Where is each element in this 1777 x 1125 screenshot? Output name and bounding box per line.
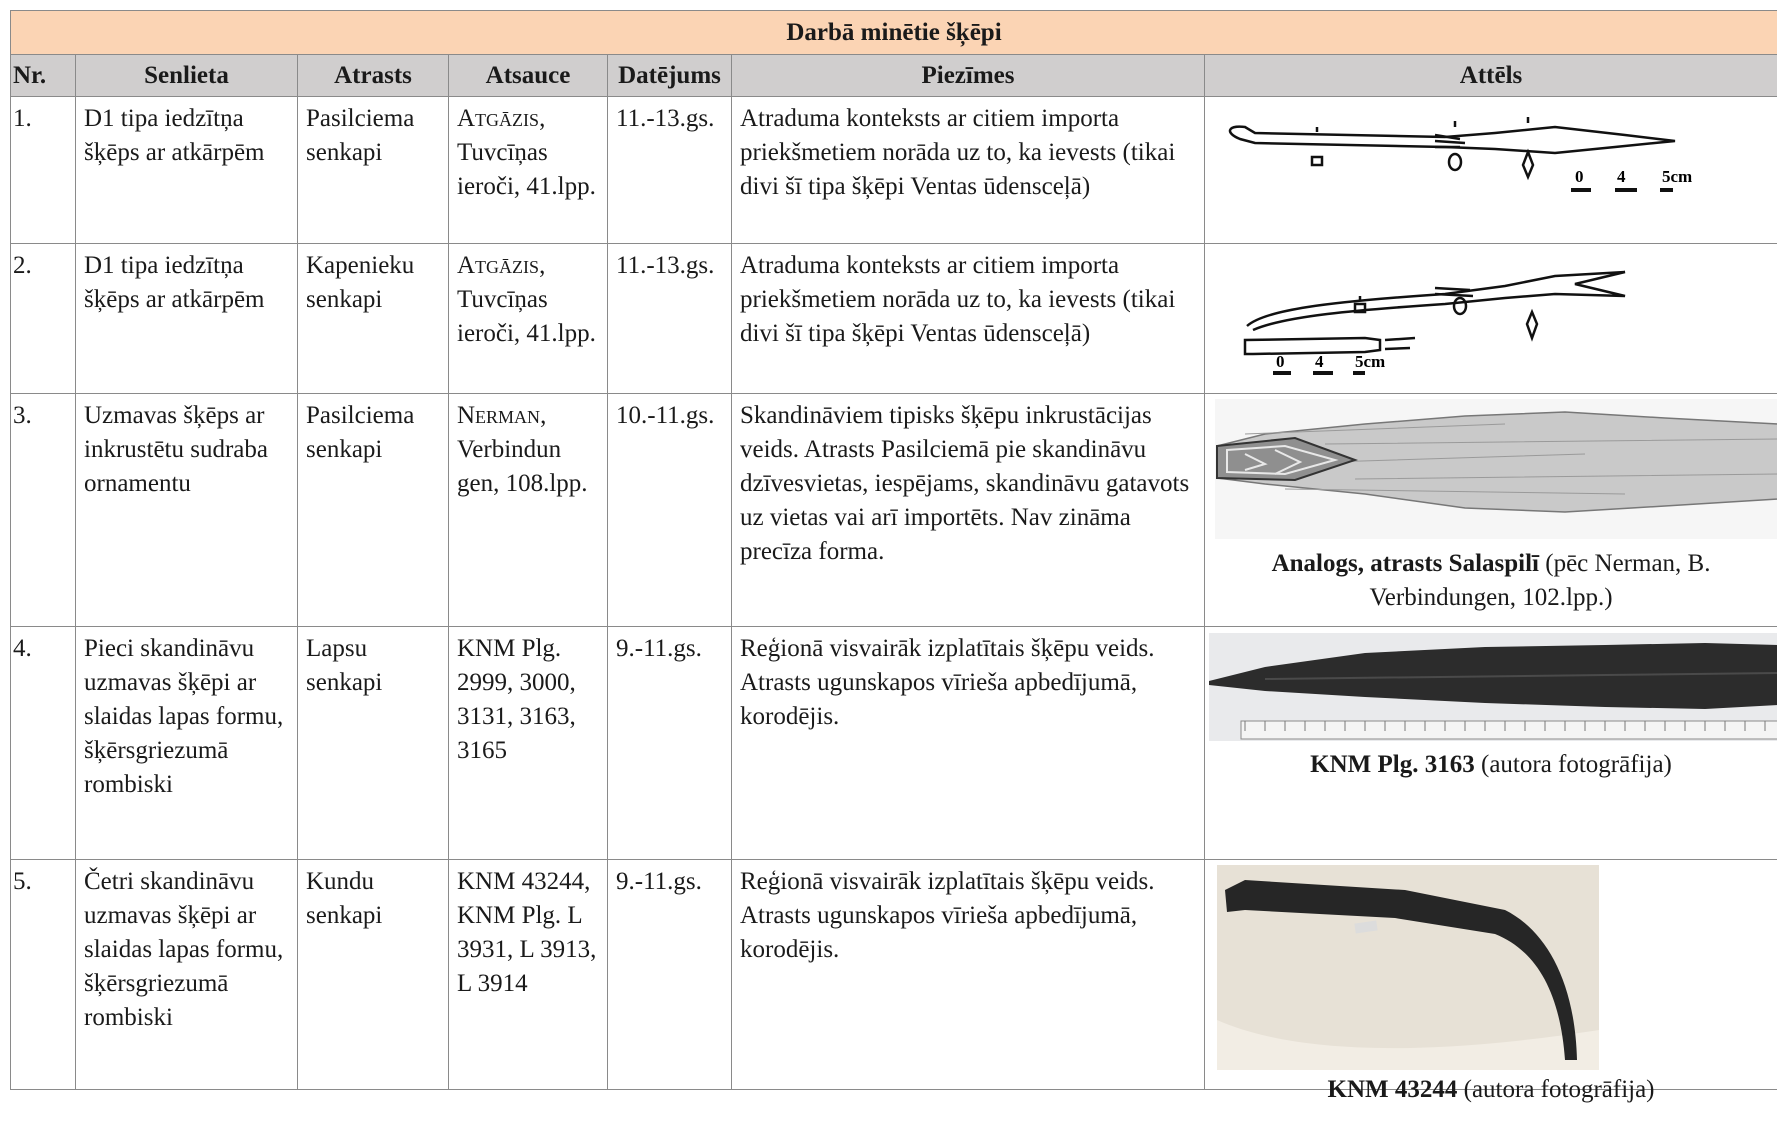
cell-piezimes: Atraduma konteksts ar citiem importa priekšmetiem norāda uz to, ka ievests (tikai divi šī tipa šķēpi Ventas ūdensceļā) (732, 97, 1205, 244)
cell-datejums: 9.-11.gs. (608, 860, 732, 1090)
cell-atsauce (449, 244, 608, 394)
atsauce-ref: , Tuvcīņas ieroči, 41.lpp. (457, 105, 596, 200)
header-atrasts: Atrasts (298, 55, 449, 97)
header-atsauce: Atsauce (449, 55, 608, 97)
title-row (11, 11, 1777, 55)
cell-datejums: 9.-11.gs. (608, 627, 732, 860)
spear-table-sheet (10, 10, 1777, 1103)
cell-datejums: 10.-11.gs. (608, 394, 732, 627)
cell-senlieta: D1 tipa iedzītņa šķēps ar atkārpēm (76, 97, 298, 244)
header-nr: Nr. (11, 55, 76, 97)
spear-photo-3163 (1205, 627, 1777, 742)
header-piezimes: Piezīmes (732, 55, 1205, 97)
image-caption: KNM Plg. 3163 (autora fotogrāfija) (1310, 751, 1672, 778)
table-row (11, 627, 1777, 860)
cell-attels (1205, 244, 1777, 394)
cell-atrasts: Kundu senkapi (298, 860, 449, 1090)
table-row (11, 860, 1777, 1090)
cell-attels (1205, 627, 1777, 860)
cell-piezimes: Reģionā visvairāk izplatītais šķēpu veids. Atrasts ugunskapos vīrieša apbedījumā, korodējis. (732, 860, 1205, 1090)
atsauce-ref: , Tuvcīņas ieroči, 41.lpp. (457, 252, 596, 347)
inlaid-spear-image (1205, 394, 1777, 539)
cell-nr: 2. (11, 244, 76, 394)
cell-attels (1205, 860, 1777, 1103)
cell-piezimes: Skandināviem tipisks šķēpu inkrustācijas veids. Atrasts Pasilciemā pie skandināvu dzīvesvietas, iespējams, skandināvu gatavots uz vietas vai arī importēts. Nav zināma precīza forma. (732, 394, 1205, 627)
cell-atsauce: KNM 43244, KNM Plg. L 3931, L 3913, L 3914 (449, 860, 608, 1090)
cell-atrasts: Pasilciema senkapi (298, 97, 449, 244)
spear-drawing-2 (1205, 244, 1777, 394)
atsauce-author: Atgāzis (457, 105, 540, 132)
cell-attels (1205, 394, 1777, 627)
header-datejums: Datējums (608, 55, 732, 97)
cell-datejums: 11.-13.gs. (608, 97, 732, 244)
cell-attels (1205, 97, 1777, 244)
cell-datejums: 11.-13.gs. (608, 244, 732, 394)
cell-senlieta: D1 tipa iedzītņa šķēps ar atkārpēm (76, 244, 298, 394)
atsauce-ref: , Verbindun gen, 108.lpp. (457, 402, 588, 497)
cell-piezimes: Reģionā visvairāk izplatītais šķēpu veids. Atrasts ugunskapos vīrieša apbedījumā, korodējis. (732, 627, 1205, 860)
cell-senlieta: Pieci skandināvu uzmavas šķēpi ar slaidas lapas formu, šķērsgriezumā rombiski (76, 627, 298, 860)
cell-piezimes: Atraduma konteksts ar citiem importa priekšmetiem norāda uz to, ka ievests (tikai divi šī tipa šķēpi Ventas ūdensceļā) (732, 244, 1205, 394)
cell-atsauce: KNM Plg. 2999, 3000, 3131, 3163, 3165 (449, 627, 608, 860)
scale-label: 4 (1315, 352, 1324, 371)
cell-nr: 5. (11, 860, 76, 1090)
cell-atsauce (449, 97, 608, 244)
cell-atrasts: Kapenieku senkapi (298, 244, 449, 394)
spear-photo-43244 (1205, 860, 1777, 1070)
scale-label: 5cm (1662, 167, 1693, 186)
cell-senlieta: Uzmavas šķēps ar inkrustētu sudraba ornamentu (76, 394, 298, 627)
cell-atrasts: Pasilciema senkapi (298, 394, 449, 627)
cell-atrasts: Lapsu senkapi (298, 627, 449, 860)
cell-atsauce (449, 394, 608, 627)
spear-table (10, 10, 1777, 1103)
table-row (11, 244, 1777, 394)
cell-nr: 3. (11, 394, 76, 627)
cell-nr: 4. (11, 627, 76, 860)
scale-label: 0 (1276, 352, 1285, 371)
header-attels: Attēls (1205, 55, 1777, 97)
cell-senlieta: Četri skandināvu uzmavas šķēpi ar slaidas lapas formu, šķērsgriezumā rombiski (76, 860, 298, 1090)
table-title: Darbā minētie šķēpi (11, 11, 1777, 55)
table-row (11, 394, 1777, 627)
spear-drawing-1 (1205, 97, 1777, 244)
image-caption: Analogs, atrasts Salaspilī (pēc Nerman, B. Verbindungen, 102.lpp.) (1271, 550, 1711, 611)
atsauce-author: Atgāzis (457, 252, 540, 279)
header-row (11, 55, 1777, 97)
scale-label: 4 (1617, 167, 1626, 186)
scale-label: 0 (1575, 167, 1584, 186)
image-caption: KNM 43244 (autora fotogrāfija) (1327, 1076, 1655, 1103)
cell-nr: 1. (11, 97, 76, 244)
header-senlieta: Senlieta (76, 55, 298, 97)
table-row (11, 97, 1777, 244)
atsauce-author: Nerman (457, 402, 541, 429)
scale-label: 5cm (1355, 352, 1386, 371)
